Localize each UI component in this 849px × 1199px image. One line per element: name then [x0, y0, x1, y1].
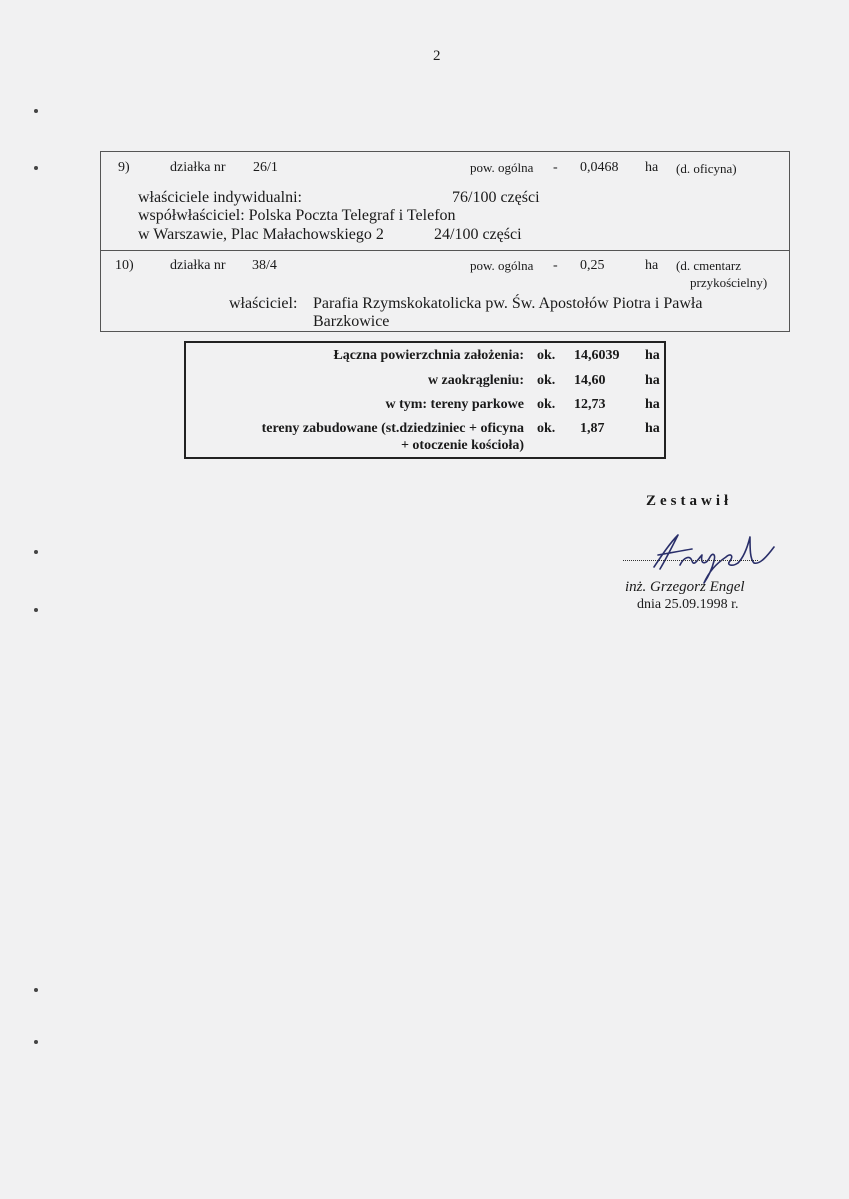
binder-hole — [34, 550, 38, 554]
co-owner-line: współwłaściciel: Polska Poczta Telegraf i Telefon — [138, 207, 456, 224]
area-unit: ha — [645, 160, 659, 175]
co-owner-address: w Warszawie, Plac Małachowskiego 2 — [138, 226, 384, 243]
summary-label: Łączna powierzchnia założenia: — [333, 348, 524, 363]
summary-unit: ha — [645, 421, 660, 436]
parcel-id: 38/4 — [252, 258, 277, 273]
area-label: pow. ogólna — [470, 258, 534, 273]
document-date: dnia 25.09.1998 r. — [637, 597, 739, 612]
summary-value: 1,87 — [580, 421, 605, 436]
summary-label: w zaokrągleniu: — [427, 373, 524, 388]
binder-hole — [34, 988, 38, 992]
area-dash: - — [553, 160, 558, 175]
binder-hole — [34, 608, 38, 612]
handwritten-signature-icon — [640, 525, 780, 585]
summary-label-continued: + otoczenie kościoła) — [400, 438, 524, 453]
parcel-id: 26/1 — [253, 160, 278, 175]
compiled-by-heading: Zestawił — [646, 493, 733, 509]
parcel-note: (d. oficyna) — [676, 161, 737, 176]
summary-approx: ok. — [537, 373, 556, 388]
binder-hole — [34, 1040, 38, 1044]
area-dash: - — [553, 258, 558, 273]
signature-line — [623, 560, 758, 561]
owners-line: właściciele indywidualni: — [138, 189, 302, 206]
page-number: 2 — [433, 48, 441, 64]
summary-unit: ha — [645, 373, 660, 388]
area-value: 0,25 — [580, 258, 605, 273]
owner-location: Barzkowice — [313, 313, 390, 330]
summary-unit: ha — [645, 397, 660, 412]
summary-value: 14,6039 — [574, 348, 620, 363]
summary-approx: ok. — [537, 397, 556, 412]
area-value: 0,0468 — [580, 160, 619, 175]
summary-label: w tym: tereny parkowe — [385, 397, 524, 412]
summary-value: 14,60 — [574, 373, 606, 388]
parcel-number: 10) — [115, 258, 134, 273]
summary-label: tereny zabudowane (st.dziedziniec + oficyna — [261, 421, 524, 436]
binder-hole — [34, 166, 38, 170]
summary-value: 12,73 — [574, 397, 606, 412]
co-owner-share: 24/100 części — [434, 226, 522, 243]
owner-label: właściciel: — [229, 295, 298, 312]
summary-unit: ha — [645, 348, 660, 363]
binder-hole — [34, 109, 38, 113]
summary-approx: ok. — [537, 421, 556, 436]
parcel-number: 9) — [118, 160, 130, 175]
summary-approx: ok. — [537, 348, 556, 363]
parcel-note-continued: przykościelny) — [690, 275, 768, 290]
parcel-label: działka nr — [170, 258, 226, 273]
engineer-name: inż. Grzegorz Engel — [625, 579, 745, 595]
parcel-note: (d. cmentarz — [676, 258, 741, 273]
parcel-label: działka nr — [170, 160, 226, 175]
parcel-divider — [100, 250, 790, 251]
owner-name: Parafia Rzymskokatolicka pw. Św. Apostołów Piotra i Pawła — [313, 295, 703, 312]
area-unit: ha — [645, 258, 659, 273]
owners-share: 76/100 części — [452, 189, 540, 206]
area-label: pow. ogólna — [470, 160, 534, 175]
